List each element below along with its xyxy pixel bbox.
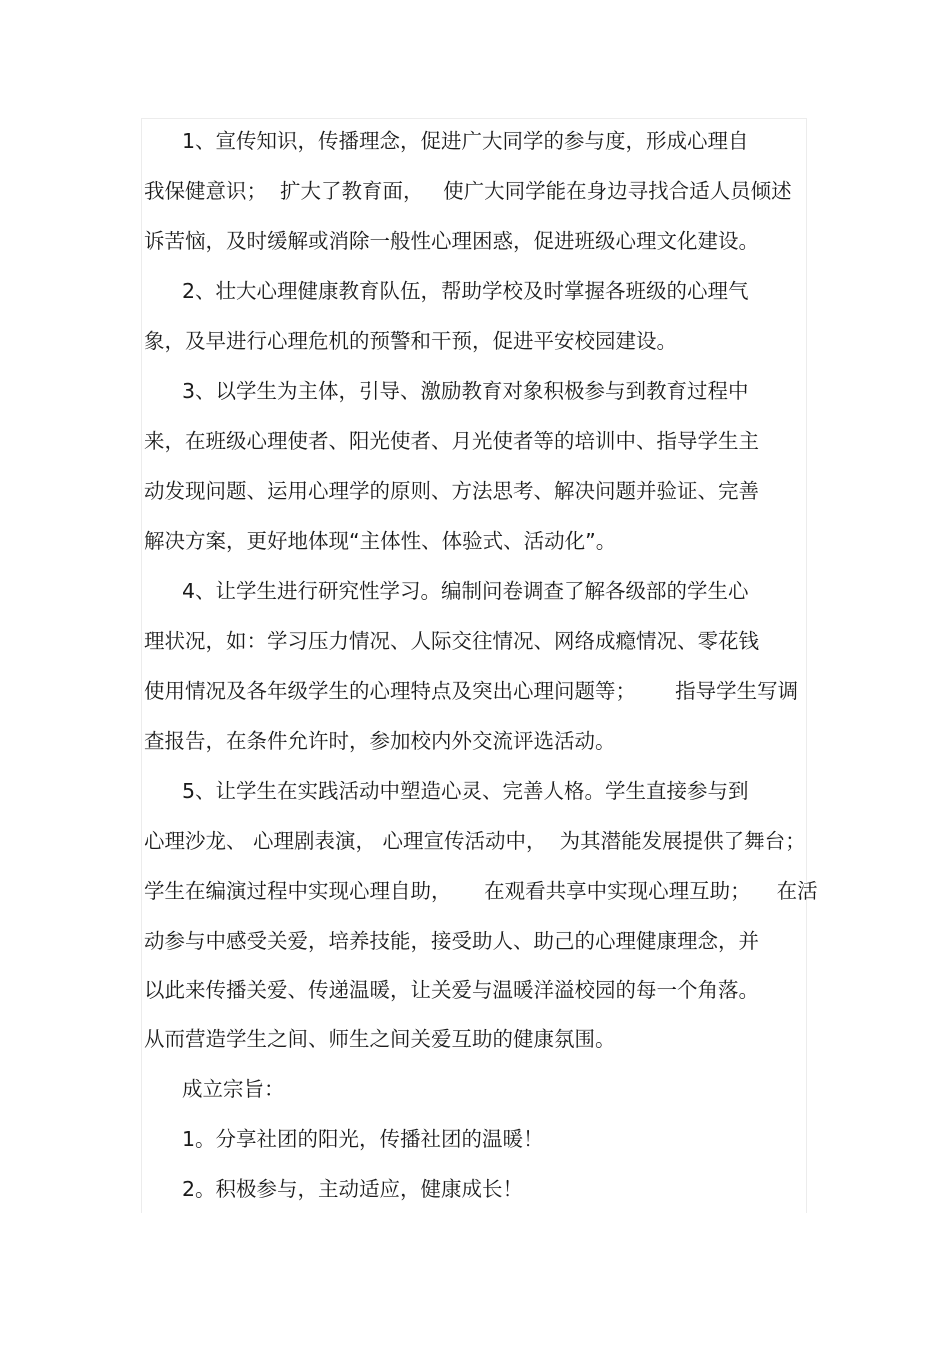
paragraph-line-5: 象，及早进行心理危机的预警和干预，促进平安校园建设。 [144, 329, 677, 353]
paragraph-line-14: 5、让学生在实践活动中塑造心灵、完善人格。学生直接参与到 [182, 779, 749, 803]
paragraph-line-2: 我保健意识； 扩大了教育面， 使广大同学能在身边寻找合适人员倾述 [144, 179, 792, 203]
paragraph-line-4: 2、壮大心理健康教育队伍，帮助学校及时掌握各班级的心理气 [182, 279, 749, 303]
document-body [144, 116, 818, 1214]
paragraph-line-9: 解决方案，更好地体现“主体性、体验式、活动化”。 [144, 529, 617, 553]
paragraph-line-6: 3、以学生为主体，引导、激励教育对象积极参与到教育过程中 [182, 379, 749, 403]
paragraph-line-3: 诉苦恼，及时缓解或消除一般性心理困惑，促进班级心理文化建设。 [144, 229, 759, 253]
paragraph-line-11: 理状况，如：学习压力情况、人际交往情况、网络成瘾情况、零花钱 [144, 629, 759, 653]
purpose-item-2: 2。积极参与，主动适应，健康成长！ [182, 1177, 524, 1201]
paragraph-line-10: 4、让学生进行研究性学习。编制问卷调查了解各级部的学生心 [182, 579, 749, 603]
paragraph-line-12: 使用情况及各年级学生的心理特点及突出心理问题等； 指导学生写调 [144, 679, 799, 703]
paragraph-line-1: 1、宣传知识，传播理念，促进广大同学的参与度，形成心理自 [182, 129, 749, 153]
paragraph-line-15: 心理沙龙、 心理剧表演， 心理宣传活动中， 为其潜能发展提供了舞台； [144, 829, 806, 853]
paragraph-line-17: 动参与中感受关爱，培养技能，接受助人、助己的心理健康理念，并 [144, 929, 759, 953]
paragraph-line-16: 学生在编演过程中实现心理自助， 在观看共享中实现心理互助； 在活 [144, 879, 818, 903]
purpose-item-1: 1。分享社团的阳光，传播社团的温暖！ [182, 1127, 544, 1151]
paragraph-line-7: 来，在班级心理使者、阳光使者、月光使者等的培训中、指导学生主 [144, 429, 759, 453]
paragraph-line-19: 从而营造学生之间、师生之间关爱互助的健康氛围。 [144, 1027, 616, 1051]
paragraph-line-13: 查报告，在条件允许时，参加校内外交流评选活动。 [144, 729, 616, 753]
paragraph-line-18: 以此来传播关爱、传递温暖，让关爱与温暖洋溢校园的每一个角落。 [144, 978, 759, 1002]
section-heading: 成立宗旨： [182, 1077, 285, 1101]
paragraph-line-8: 动发现问题、运用心理学的原则、方法思考、解决问题并验证、完善 [144, 479, 759, 503]
